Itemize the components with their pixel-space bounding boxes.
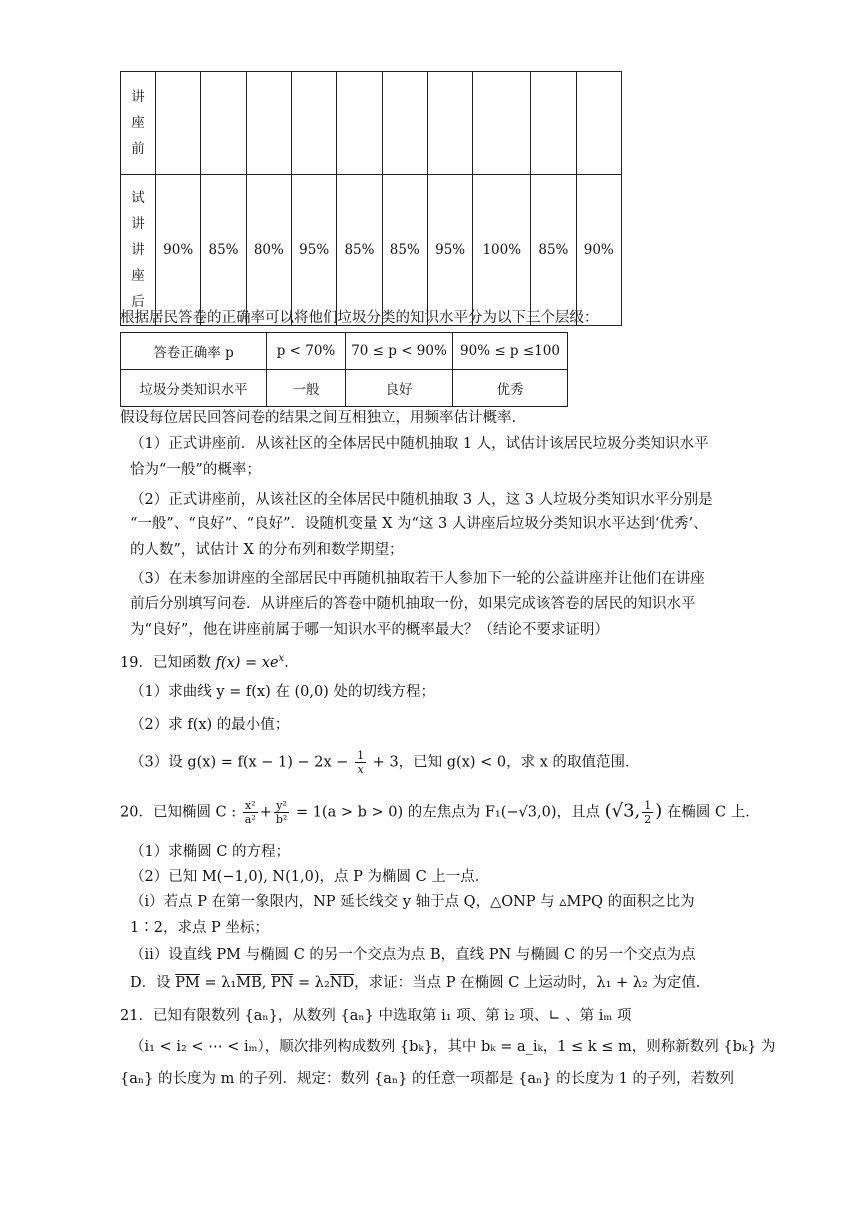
q19-stem: 19．已知函数 $f(x) = xe^x$．	[120, 653, 299, 671]
fraction: $\frac{\text{y²}}{\text{b²}}$	[275, 799, 288, 826]
table-row-after	[121, 175, 622, 326]
cell	[531, 72, 576, 175]
q18-part2-line2: “一般”、“良好”、“良好”．设随机变量 X 为“这 3 人讲座后垃圾分类知识水平达到‘优秀’、	[130, 516, 708, 532]
intro-line: 根据居民答卷的正确率可以将他们垃圾分类的知识水平分为以下三个层级：	[120, 310, 599, 326]
cell	[427, 72, 472, 175]
q20-stem: 20．已知椭圆 C : $\frac{\text{x²}}{\text{a²}}$ + $\frac{\text{y²}}{\text{b²}}$ = 1(a > b > 0) 的左焦点为 F₁(−√3,0)，且点 (√3, $\frac{1}{2}$ ) 在椭圆 C 上．	[120, 799, 760, 826]
cell: 答卷正确率 p	[121, 333, 267, 370]
q18-part1-line1: （1）正式讲座前．从该社区的全体居民中随机抽取 1 人，试估计该居民垃圾分类知识水平	[130, 436, 709, 452]
row-header-after: 试 讲 讲 座 后	[121, 175, 156, 326]
table-row-before	[121, 72, 622, 175]
cell: 95%	[291, 175, 336, 326]
q18-part1-line2: 恰为“一般”的概率；	[130, 462, 261, 478]
q18-part3-line3: 为“良好”，他在讲座前属于哪一知识水平的概率最大？（结论不要求证明）	[130, 622, 609, 638]
cell: 90% ≤ p ≤100	[453, 333, 568, 370]
cell: 70 ≤ p < 90%	[346, 333, 453, 370]
cell: 85%	[337, 175, 382, 326]
cell: 95%	[427, 175, 472, 326]
q20-part2ii-line2: D．设 $\overline{PM} = \lambda_1\overline{MB}$, $\overline{PN} = \lambda_2\overline{ND}$，求证：当点 P 在椭圆 C 上运动时，λ₁ + λ₂ 为定值．	[130, 975, 711, 991]
cell: 85%	[201, 175, 246, 326]
cell	[382, 72, 427, 175]
cell: 100%	[473, 175, 531, 326]
cell: 85%	[382, 175, 427, 326]
fraction: $\frac{1}{x}$	[357, 749, 365, 776]
q19-part3: （3）设 g(x) = f(x − 1) − 2x − $\frac{1}{x}$ + 3，已知 g(x) < 0，求 x 的取值范围．	[130, 749, 640, 776]
q18-part3-line2: 前后分别填写问卷．从讲座后的答卷中随机抽取一份，如果完成该答卷的居民的知识水平	[130, 596, 696, 612]
fraction: $\frac{\text{x²}}{\text{a²}}$	[244, 799, 256, 826]
cell	[291, 72, 336, 175]
cell: 80%	[246, 175, 291, 326]
cell	[246, 72, 291, 175]
score-table	[120, 71, 622, 326]
cell	[201, 72, 246, 175]
q18-assumption: 假设每位居民回答问卷的结果之间互相独立，用频率估计概率.	[120, 410, 517, 426]
table-row	[121, 370, 568, 407]
q21-line3: {aₙ} 的长度为 m 的子列．规定：数列 {aₙ} 的任意一项都是 {aₙ} 的长度为 1 的子列，若数列	[120, 1071, 735, 1087]
cell	[156, 72, 201, 175]
cell: 垃圾分类知识水平	[121, 370, 267, 407]
q19-part2: （2）求 f(x) 的最小值；	[130, 717, 290, 733]
fraction: $\frac{1}{2}$	[644, 799, 652, 826]
level-table	[120, 332, 568, 407]
q20-part2ii-line1: （ⅱ）设直线 PM 与椭圆 C 的另一个交点为点 B，直线 PN 与椭圆 C 的另一个交点为点	[130, 947, 696, 963]
cell: 优秀	[453, 370, 568, 407]
cell: 一般	[267, 370, 346, 407]
cell	[576, 72, 621, 175]
table-row	[121, 333, 568, 370]
q19-part1: （1）求曲线 y = f(x) 在 (0,0) 处的切线方程；	[130, 684, 435, 700]
cell: 90%	[576, 175, 621, 326]
q20-part1: （1）求椭圆 C 的方程；	[130, 844, 291, 860]
cell	[337, 72, 382, 175]
cell: 90%	[156, 175, 201, 326]
cell	[473, 72, 531, 175]
cell: 良好	[346, 370, 453, 407]
q18-part2-line1: （2）正式讲座前，从该社区的全体居民中随机抽取 3 人，这 3 人垃圾分类知识水平分别是	[130, 492, 713, 508]
row-header-before: 讲 座 前	[121, 72, 156, 175]
cell: 85%	[531, 175, 576, 326]
q20-part2: （2）已知 M(−1,0), N(1,0)，点 P 为椭圆 C 上一点．	[130, 869, 490, 885]
q21-line1: 21．已知有限数列 {aₙ}，从数列 {aₙ} 中选取第 i₁ 项、第 i₂ 项、∟ 、第 iₘ 项	[120, 1008, 632, 1024]
q20-part2i-line2: 1∶2，求点 P 坐标；	[130, 920, 269, 936]
q20-part2i-line1: （ⅰ）若点 P 在第一象限内，NP 延长线交 y 轴于点 Q，△ONP 与 ▵MPQ 的面积之比为	[130, 894, 695, 910]
cell: p < 70%	[267, 333, 346, 370]
q18-part2-line3: 的人数”，试估计 X 的分布列和数学期望；	[130, 542, 404, 558]
q21-line2: （i₁ < i₂ < ⋯ < iₘ），顺次排列构成数列 {bₖ}，其中 bₖ = a_iₖ，1 ≤ k ≤ m，则称新数列 {bₖ} 为	[130, 1039, 776, 1055]
q18-part3-line1: （3）在未参加讲座的全部居民中再随机抽取若干人参加下一轮的公益讲座并让他们在讲座	[130, 571, 705, 587]
